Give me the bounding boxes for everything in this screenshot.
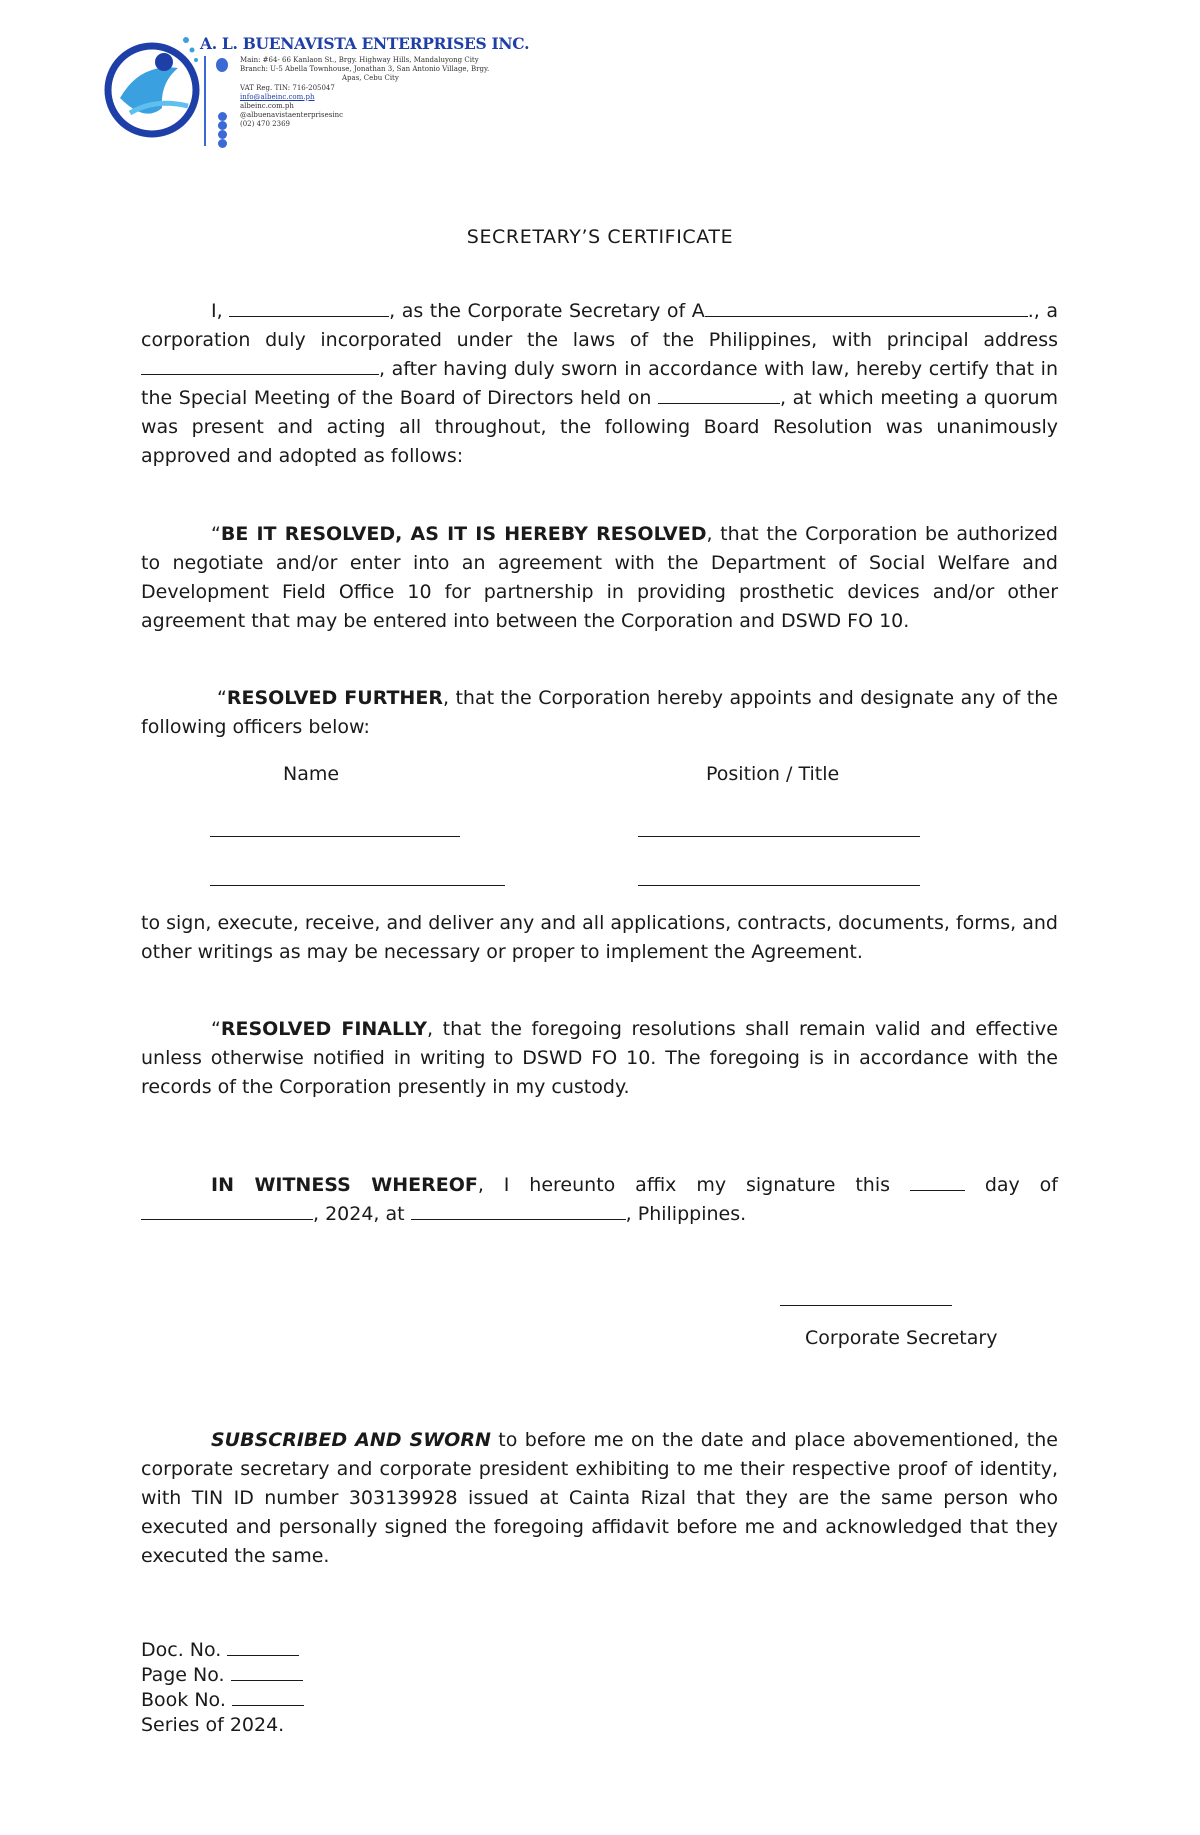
main-address: Main: #64- 66 Kanlaon St., Brgy. Highway Hills, Mandaluyong City [240,56,479,64]
day-blank[interactable] [910,1173,965,1191]
signatory-label: Corporate Secretary [805,1327,998,1349]
book-no: Book No. [141,1688,304,1713]
officer-name-line[interactable] [210,885,505,886]
month-blank[interactable] [141,1202,313,1220]
phone-icon [218,139,227,148]
phone-number: (02) 470 2369 [240,120,290,129]
address-blank[interactable] [141,357,379,375]
jurat-paragraph: SUBSCRIBED AND SWORN to before me on the date and place abovementioned, the corporate secretary and corporate president exhibiting to me their respective proof of identity, with TIN ID number 303139928 issued at Cainta Rizal that they are the same person who executed and personally signed the foregoing affidavit before me and acknowledged that they executed the same. [141,1429,1058,1567]
secretary-signature-line[interactable] [780,1305,952,1306]
notarial-register [141,1638,304,1738]
resolution-heading: BE IT RESOLVED, AS IT IS HEREBY RESOLVED [220,523,707,545]
authority-paragraph: to sign, execute, receive, and deliver any and all applications, contracts, documents, forms, and other writings as may be necessary or proper to implement the Agreement. [141,912,1058,963]
officer-position-line[interactable] [638,836,920,837]
series: Series of 2024. [141,1714,285,1736]
officer-name-line[interactable] [210,836,460,837]
doc-no: Doc. No. [141,1638,304,1663]
email-icon [218,112,227,121]
company-logo [100,28,210,143]
document-title: SECRETARY’S CERTIFICATE [466,226,734,248]
resolved-further-paragraph: “RESOLVED FURTHER, that the Corporation hereby appoints and designate any of the following officers below: [141,687,1058,738]
branch-address: Branch: U-5 Abella Townhouse, Jonathan 3, San Antonio Village, Brgy. [240,65,490,74]
position-column-label: Position / Title [706,763,840,785]
witness-paragraph: IN WITNESS WHEREOF, I hereunto affix my signature this day of, 2024, at , Philippines. [141,1171,1058,1229]
name-column-label: Name [283,763,340,785]
resolution-paragraph: “BE IT RESOLVED, AS IT IS HEREBY RESOLVED, that the Corporation be authorized to negotiate and/or enter into an agreement with the Department of Social Welfare and Development Field Office 10 for partnership in providing prosthetic devices and/or other agreement that may be entered into between the Corporation and DSWD FO 10. [141,523,1058,632]
page-no-blank[interactable] [231,1663,303,1681]
facebook-icon [218,130,227,139]
letterhead [100,28,560,148]
intro-paragraph: I, , as the Corporate Secretary of A ., a corporation duly incorporated under the laws of the Philippines, with principal address , after having duly sworn in accordance with law, hereby certify that in the Special Meeting of the Board of Directors held on , at which meeting a quorum was present and acting all throughout, the following Board Resolution was unanimously approved and adopted as follows: [141,300,1058,467]
branch-address-2: Apas, Cebu City [342,74,399,83]
resolved-finally-paragraph: “RESOLVED FINALLY, that the foregoing resolutions shall remain valid and effective unless otherwise notified in writing to DSWD FO 10. The foregoing is in accordance with the records of the Corporation presently in my custody. [141,1018,1058,1098]
email-link[interactable]: info@albeinc.com.ph [240,92,315,101]
doc-no-blank[interactable] [227,1638,299,1656]
corporation-name-blank[interactable] [705,299,1028,317]
website-link[interactable]: albeinc.com.ph [240,102,294,111]
secretary-name-blank[interactable] [229,299,389,317]
company-name: A. L. BUENAVISTA ENTERPRISES INC. [200,34,530,53]
book-no-blank[interactable] [232,1688,304,1706]
header-divider [204,56,206,146]
website-icon [218,121,227,130]
meeting-date-blank[interactable] [658,386,780,404]
officer-position-line[interactable] [638,885,920,886]
company-info [240,56,560,130]
page-no: Page No. [141,1663,304,1688]
place-blank[interactable] [411,1202,626,1220]
location-pin-icon [216,58,228,72]
facebook-link[interactable]: @albuenavistaenterprisesinc [240,111,344,120]
tin: VAT Reg. TIN: 716-205047 [240,83,335,92]
officers-table [0,763,1200,893]
